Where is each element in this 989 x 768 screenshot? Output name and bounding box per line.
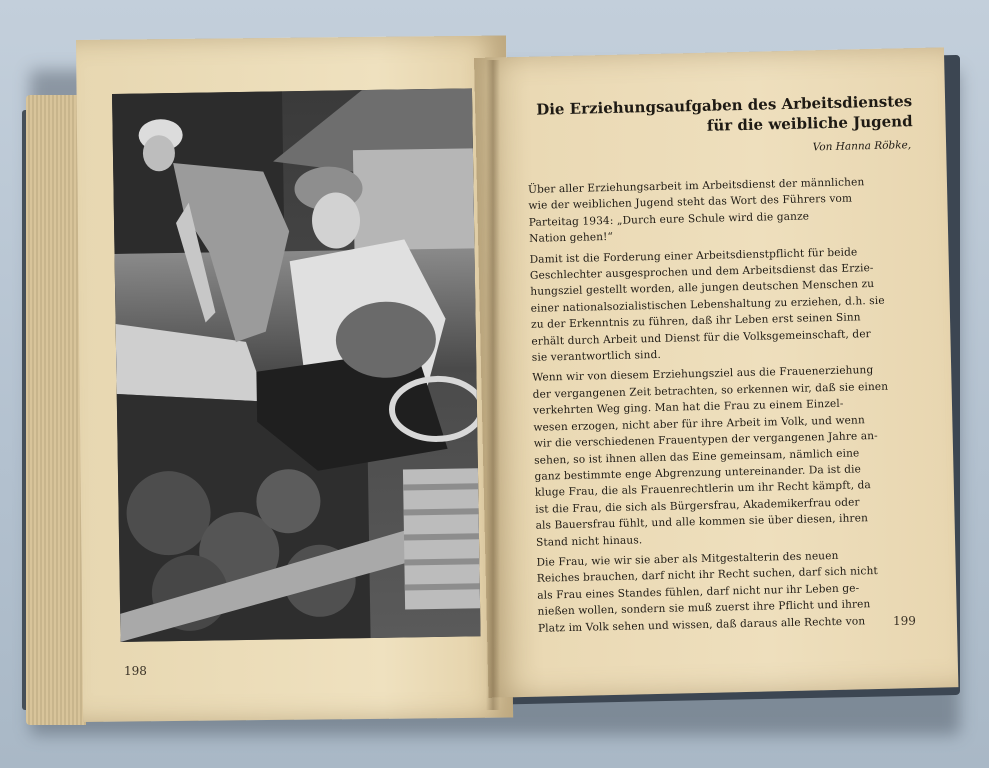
text-line: nießen wollen, sondern sie muß zuerst ihre Pflicht und ihren [537,598,871,618]
photo-illustration [112,88,481,642]
text-line: Damit ist die Forderung einer Arbeitsdienstpflicht für beide [529,246,858,266]
text-line: wir die verschiedenen Frauentypen der vergangenen Jahre an- [533,430,878,450]
text-line: Wenn wir von diesem Erziehungsziel aus die Frauenerziehung [532,364,874,385]
paragraph [536,546,926,637]
text-line: wie der weiblichen Jugend steht das Wort des Führers vom [528,192,853,213]
chapter-title-line-2: für die weibliche Jugend [706,112,913,135]
paragraph [532,361,924,550]
chapter-title-line-1: Die Erziehungsaufgaben des Arbeitsdienstes [536,92,913,119]
text-line: Reiches brauchen, darf nicht ihr Recht suchen, darf sich nicht [536,565,878,586]
paragraph [528,173,917,247]
text-line: wesen erzogen, nicht aber für ihre Arbeit im Volk, und wenn [533,413,865,434]
text-line: Platz im Volk sehen und wissen, daß daraus alle Rechte von [537,614,866,635]
left-page-number: 198 [124,664,147,678]
text-line: zu der Erkenntnis zu führen, daß ihr Leben erst seinen Sinn [530,311,861,332]
photograph-women-gardening [112,88,481,642]
text-line: ganz bestimmte enge Abgrenzung untereinander. Da ist die [534,463,862,483]
text-line: einer nationalsozialistischen Lebenshaltung zu erziehen, d.h. sie [530,294,885,315]
text-line: als Frau eines Standes fühlen, darf nicht nur ihr Leben ge- [537,582,860,602]
text-line: sie verantwortlich sind. [531,348,662,364]
text-line: Die Frau, wie wir sie aber als Mitgestalterin des neuen [536,549,839,569]
text-line: ist die Frau, die sich als Bürgersfrau, Akademikerfrau oder [535,496,860,516]
text-line: Geschlechter ausgesprochen und dem Arbeitsdienst das Erzie- [529,262,874,282]
author-byline: Von Hanna Röbke, [812,139,912,154]
text-line: Über aller Erziehungsarbeit im Arbeitsdienst der männlichen [527,176,865,196]
text-line: Nation gehen!“ [529,231,614,246]
text-line: der vergangenen Zeit betrachten, so erkennen wir, daß sie einen [532,380,889,401]
text-line: sehen, so ist ihnen allen das Eine gemeinsam, nämlich eine [534,446,860,467]
text-line: kluge Frau, die als Frauenrechtlerin um ihr Recht kämpft, da [534,479,872,500]
article-body [522,173,932,637]
text-line: Stand nicht hinaus. [535,533,643,549]
paragraph [529,243,920,367]
text-line: erhält durch Arbeit und Dienst für die Volksgemeinschaft, der [531,327,871,348]
text-line: verkehrten Weg ging. Man hat die Frau zu einem Einzel- [532,398,844,418]
text-line: hungsziel gestellt worden, alle jungen deutschen Menschen zu [530,278,875,299]
text-line: als Bauersfrau fühlt, und alle kommen sie über diesen, ihren [535,512,869,532]
book-gutter [486,60,500,710]
text-line: Parteitag 1934: „Durch eure Schule wird die ganze [528,210,810,229]
right-page-number: 199 [893,614,916,628]
